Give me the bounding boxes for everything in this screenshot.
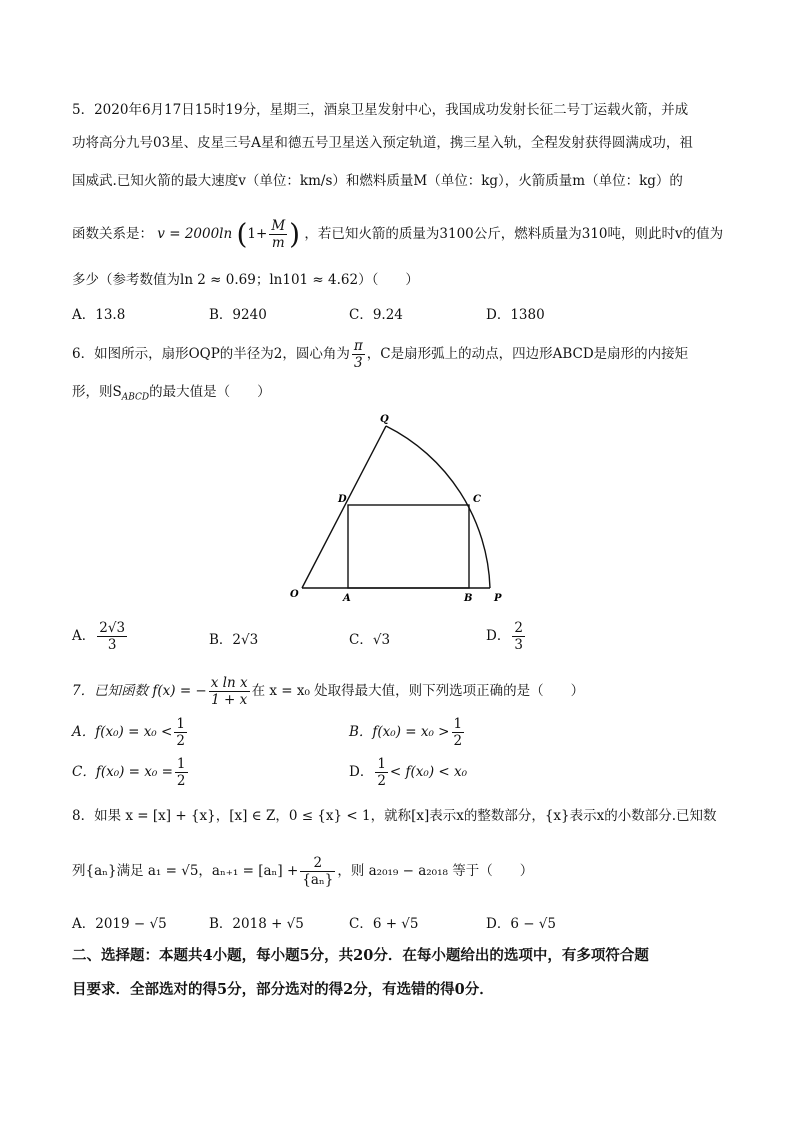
- q6-option-b-value: 2√3: [232, 632, 259, 648]
- q5-formula-lparen: (: [236, 217, 248, 251]
- section2-line-2: 目要求．全部选对的得5分，部分选对的得2分，有选错的得0分．: [72, 981, 494, 998]
- q7-stem: [72, 675, 584, 708]
- q6-angle-num: π: [353, 338, 363, 354]
- q5-line-4: [72, 218, 723, 251]
- q7-option-a-fraction: [174, 716, 187, 749]
- q5-line-4-post: ，若已知火箭的质量为3100公斤，燃料质量为310吨，则此时v的值为: [304, 226, 724, 242]
- q5-formula-lhs: v = 2000ln: [157, 226, 233, 242]
- q6-option-c-value: √3: [372, 632, 391, 648]
- q6-angle-fraction: [352, 338, 365, 371]
- sector-figure: [280, 408, 520, 608]
- q7-option-c-fraction: [175, 756, 188, 789]
- q6-line-2-post: 的最大值是（ ）: [149, 384, 271, 400]
- q8-option-a: A．2019 − √5: [72, 916, 167, 932]
- rectangle-abcd: [348, 505, 469, 588]
- q8-line-2-post: ，则 a₂₀₁₉ − a₂₀₁₈ 等于（ ）: [337, 863, 534, 879]
- q7-option-d-den: 2: [377, 773, 386, 789]
- q7-option-d: [349, 756, 467, 789]
- q8-line-2-pre: 列{aₙ}满足 a₁ = √5，aₙ₊₁ = [aₙ] +: [72, 863, 299, 879]
- q7-option-d-post: < f(x₀) < x₀: [389, 764, 467, 780]
- q5-line-2: 功将高分九号03星、皮星三号A星和德五号卫星送入预定轨道，携三星入轨，全程发射获得圆满成功，祖: [72, 135, 693, 151]
- q7-option-b-fraction: [452, 716, 465, 749]
- q6-option-a: [72, 620, 129, 653]
- q6-option-b-label: B．: [209, 632, 233, 648]
- label-q: Q: [380, 414, 389, 425]
- q6-option-d-label: D．: [486, 628, 511, 644]
- q5-line-1: 5．2020年6月17日15时19分，星期三，酒泉卫星发射中心，我国成功发射长征二号丁运载火箭，并成: [72, 102, 689, 118]
- label-p: P: [494, 593, 502, 604]
- q6-option-a-den: 3: [107, 637, 117, 653]
- label-o: O: [290, 589, 299, 600]
- q5-option-a: A．13.8: [72, 307, 126, 323]
- q5-formula-num: M: [271, 218, 286, 234]
- q5-line-3: 国威武.已知火箭的最大速度v（单位：km/s）和燃料质量M（单位：kg），火箭质量m（单位：kg）的: [72, 173, 683, 189]
- q7-option-a: [72, 716, 189, 749]
- q5-option-d: D．1380: [486, 307, 545, 323]
- q8-line-2: [72, 855, 533, 888]
- q5-line-4-pre: 函数关系是：: [72, 226, 153, 242]
- q6-line-2-pre: 形，则S: [72, 384, 122, 400]
- q7-option-b-den: 2: [453, 733, 463, 749]
- q6-area-sub: ABCD: [121, 392, 150, 403]
- q7-option-a-pre: A．f(x₀) = x₀ <: [72, 724, 173, 740]
- q6-line-1-post: ，C是扇形弧上的动点，四边形ABCD是扇形的内接矩: [366, 346, 689, 362]
- q6-option-d-den: 3: [514, 637, 523, 653]
- q7-stem-pre: 7．已知函数 f(x) = −: [72, 683, 207, 699]
- q7-option-a-num: 1: [176, 716, 185, 732]
- q6-line-1-pre: 6．如图所示，扇形OQP的半径为2，圆心角为: [72, 346, 350, 362]
- q7-option-d-num: 1: [377, 756, 386, 772]
- q8-frac-num: 2: [300, 855, 335, 872]
- q5-option-b: B．9240: [209, 307, 267, 323]
- q5-formula-one: 1+: [247, 226, 268, 242]
- q6-option-a-fraction: [97, 620, 127, 653]
- q7-option-a-den: 2: [176, 733, 185, 749]
- q7-option-c-den: 2: [176, 773, 186, 789]
- q6-option-a-num: 2√3: [99, 620, 126, 636]
- q7-stem-den: 1 + x: [211, 692, 248, 708]
- q8-option-d: D．6 − √5: [486, 916, 556, 932]
- section2-line-1: 二、选择题：本题共4小题，每小题5分，共20分．在每小题给出的选项中，有多项符合题: [72, 947, 649, 964]
- q8-fraction: [300, 855, 335, 888]
- q7-option-b-num: 1: [453, 716, 463, 732]
- q7-stem-fraction: [209, 675, 250, 708]
- label-b: B: [464, 593, 473, 604]
- q7-option-d-label: D．: [349, 764, 374, 780]
- q5-formula-rparen: ): [289, 217, 301, 251]
- q7-stem-num: x ln x: [210, 675, 248, 691]
- q6-line-2: [72, 382, 271, 408]
- q6-angle-den: 3: [354, 355, 363, 371]
- q5-formula-fraction: [269, 218, 287, 251]
- label-a: A: [343, 593, 351, 604]
- q8-line-1: 8．如果 x = [x] + {x}，[x] ∈ Z，0 ≤ {x} < 1，就称[x]表示x的整数部分，{x}表示x的小数部分.已知数: [72, 808, 717, 824]
- q6-option-a-label: A．: [72, 628, 96, 644]
- q6-option-b: [209, 628, 258, 648]
- q7-option-c: [72, 756, 190, 789]
- label-d: D: [338, 494, 347, 505]
- q5-formula-den: m: [271, 235, 285, 251]
- segment-oq: [302, 426, 386, 588]
- q8-option-c: C．6 + √5: [349, 916, 419, 932]
- q6-option-d-fraction: [512, 620, 525, 653]
- q6-option-c-label: C．: [349, 632, 373, 648]
- q7-option-b-pre: B．f(x₀) = x₀ >: [349, 724, 450, 740]
- q6-option-d-num: 2: [514, 620, 523, 636]
- q7-option-b: [349, 716, 466, 749]
- q8-frac-den: {aₙ}: [302, 872, 334, 888]
- q7-option-d-fraction: [375, 756, 388, 789]
- arc-qp: [386, 426, 490, 588]
- q7-stem-post: 在 x = x₀ 处取得最大值，则下列选项正确的是（ ）: [251, 683, 585, 699]
- q6-option-d: [486, 620, 527, 653]
- q8-option-b: B．2018 + √5: [209, 916, 304, 932]
- q5-option-c: C．9.24: [349, 307, 403, 323]
- q6-option-c: [349, 628, 390, 648]
- label-c: C: [473, 494, 481, 505]
- q7-option-c-num: 1: [176, 756, 186, 772]
- q7-option-c-pre: C．f(x₀) = x₀ =: [72, 764, 173, 780]
- q5-line-5: 多少（参考数值为ln 2 ≈ 0.69；ln101 ≈ 4.62）（ ）: [72, 272, 419, 288]
- q6-line-1: [72, 338, 688, 371]
